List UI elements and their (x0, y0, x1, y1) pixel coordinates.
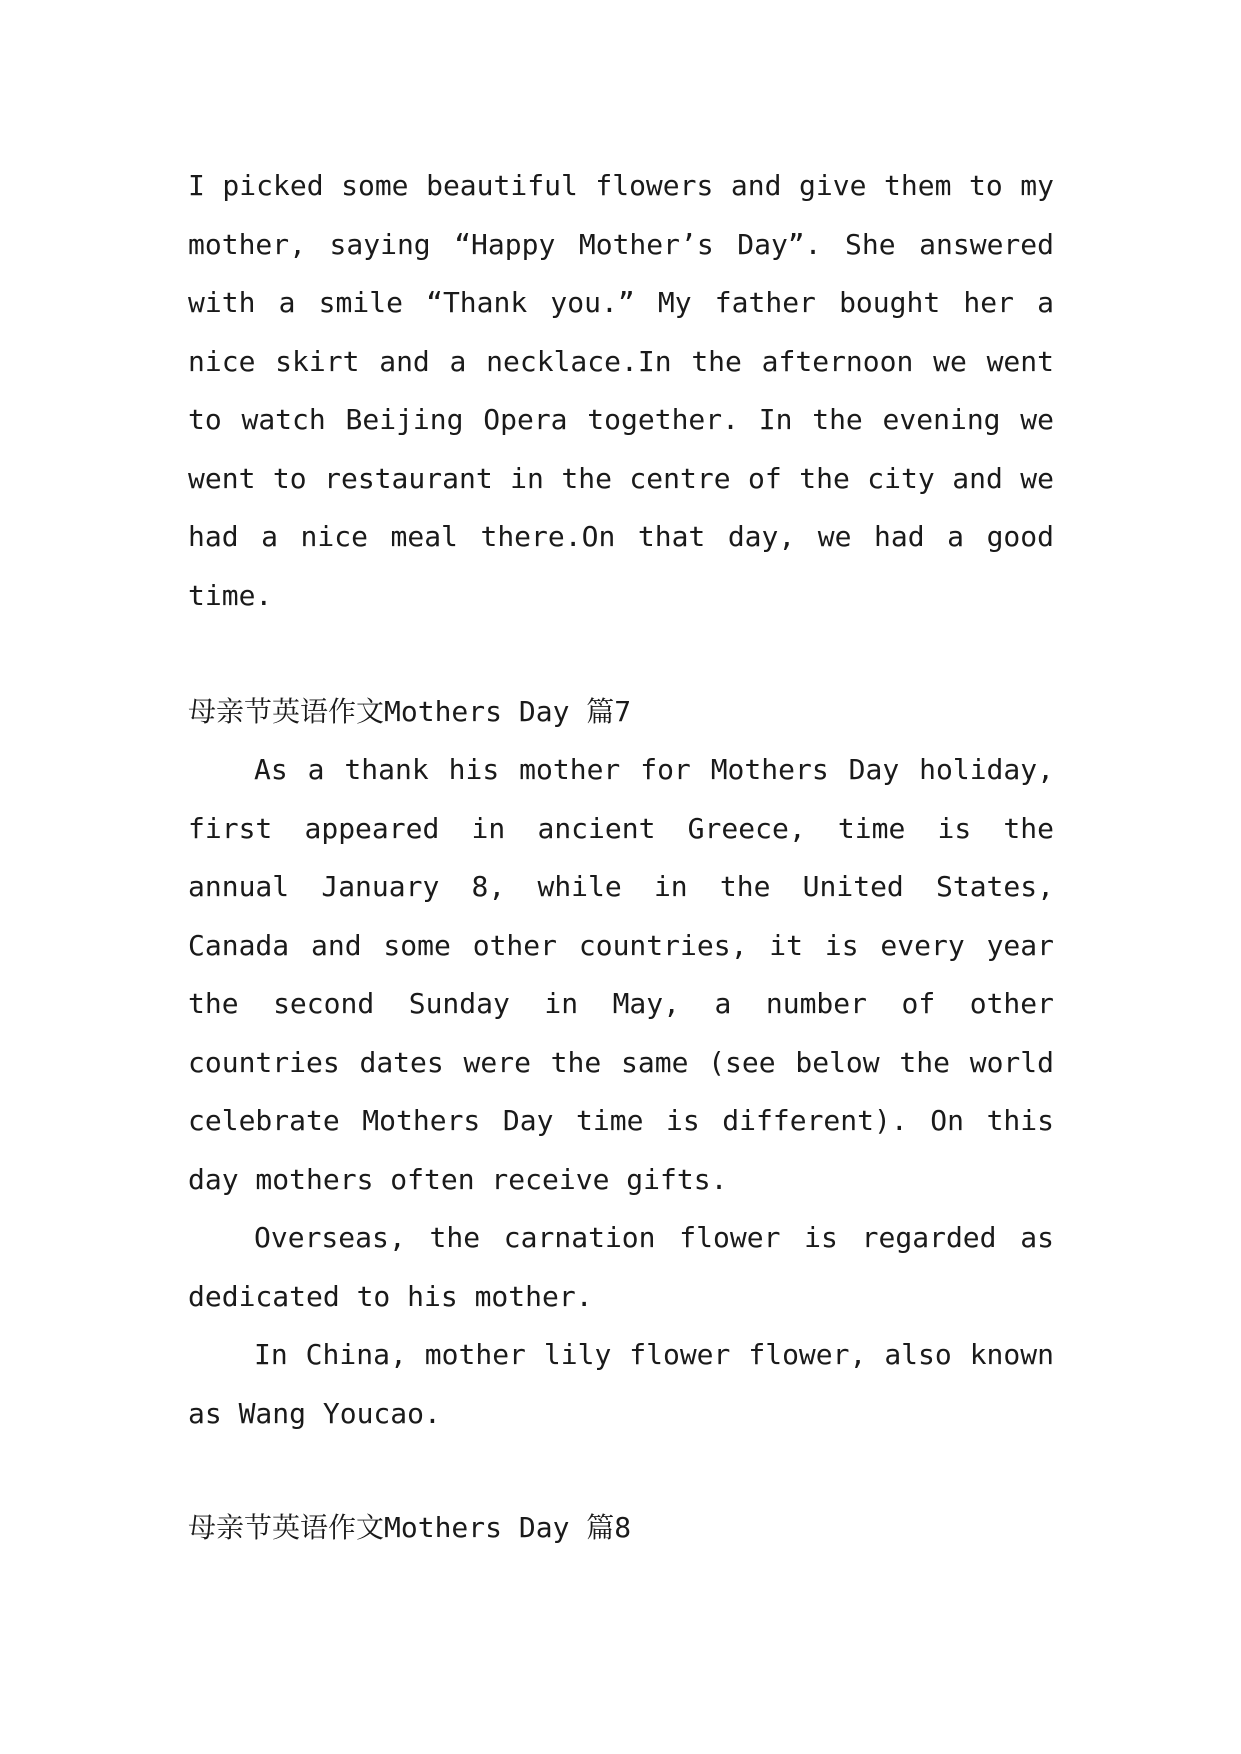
text-line: countries dates were the same (see below the world (188, 1045, 1054, 1079)
text-line: as Wang Youcao. (188, 1396, 441, 1430)
text-line: annual January 8, while in the United States, (188, 870, 1054, 903)
section7-paragraph-2 (188, 1209, 1054, 1326)
text-line: to watch Beijing Opera together. In the evening we (188, 403, 1054, 436)
text-line: went to restaurant in the centre of the city and we (188, 461, 1054, 495)
text-line: nice skirt and a necklace.In the afternoon we went (188, 344, 1054, 378)
text-line: with a smile “Thank you.” My father bought her a (188, 286, 1054, 319)
section-heading: 母亲节英语作文Mothers Day 篇8 (188, 1511, 632, 1544)
text-line: the second Sunday in May, a number of other (188, 987, 1054, 1020)
text-line: had a nice meal there.On that day, we had a good (188, 520, 1054, 553)
text-line: Overseas, the carnation flower is regarded as (254, 1221, 1054, 1254)
text-line: In China, mother lily flower flower, also known (254, 1338, 1054, 1371)
section7-paragraph-3 (188, 1326, 1054, 1443)
section8-heading-block (188, 1499, 1054, 1558)
section6-paragraph (188, 157, 1054, 625)
text-line: dedicated to his mother. (188, 1279, 593, 1313)
text-line: time. (188, 578, 273, 612)
section-heading: 母亲节英语作文Mothers Day 篇7 (188, 695, 632, 728)
text-line: mother, saying “Happy Mother’s Day”. She answered (188, 227, 1054, 261)
text-line: Canada and some other countries, it is every year (188, 928, 1054, 962)
text-line: I picked some beautiful flowers and give them to my (188, 169, 1054, 202)
section7-paragraph-1 (188, 741, 1054, 1209)
section7-heading-block (188, 683, 1054, 742)
text-line: celebrate Mothers Day time is different). On this (188, 1104, 1054, 1137)
text-line: As a thank his mother for Mothers Day holiday, (254, 753, 1054, 786)
text-line: first appeared in ancient Greece, time is the (188, 811, 1054, 845)
text-line: day mothers often receive gifts. (188, 1162, 728, 1196)
